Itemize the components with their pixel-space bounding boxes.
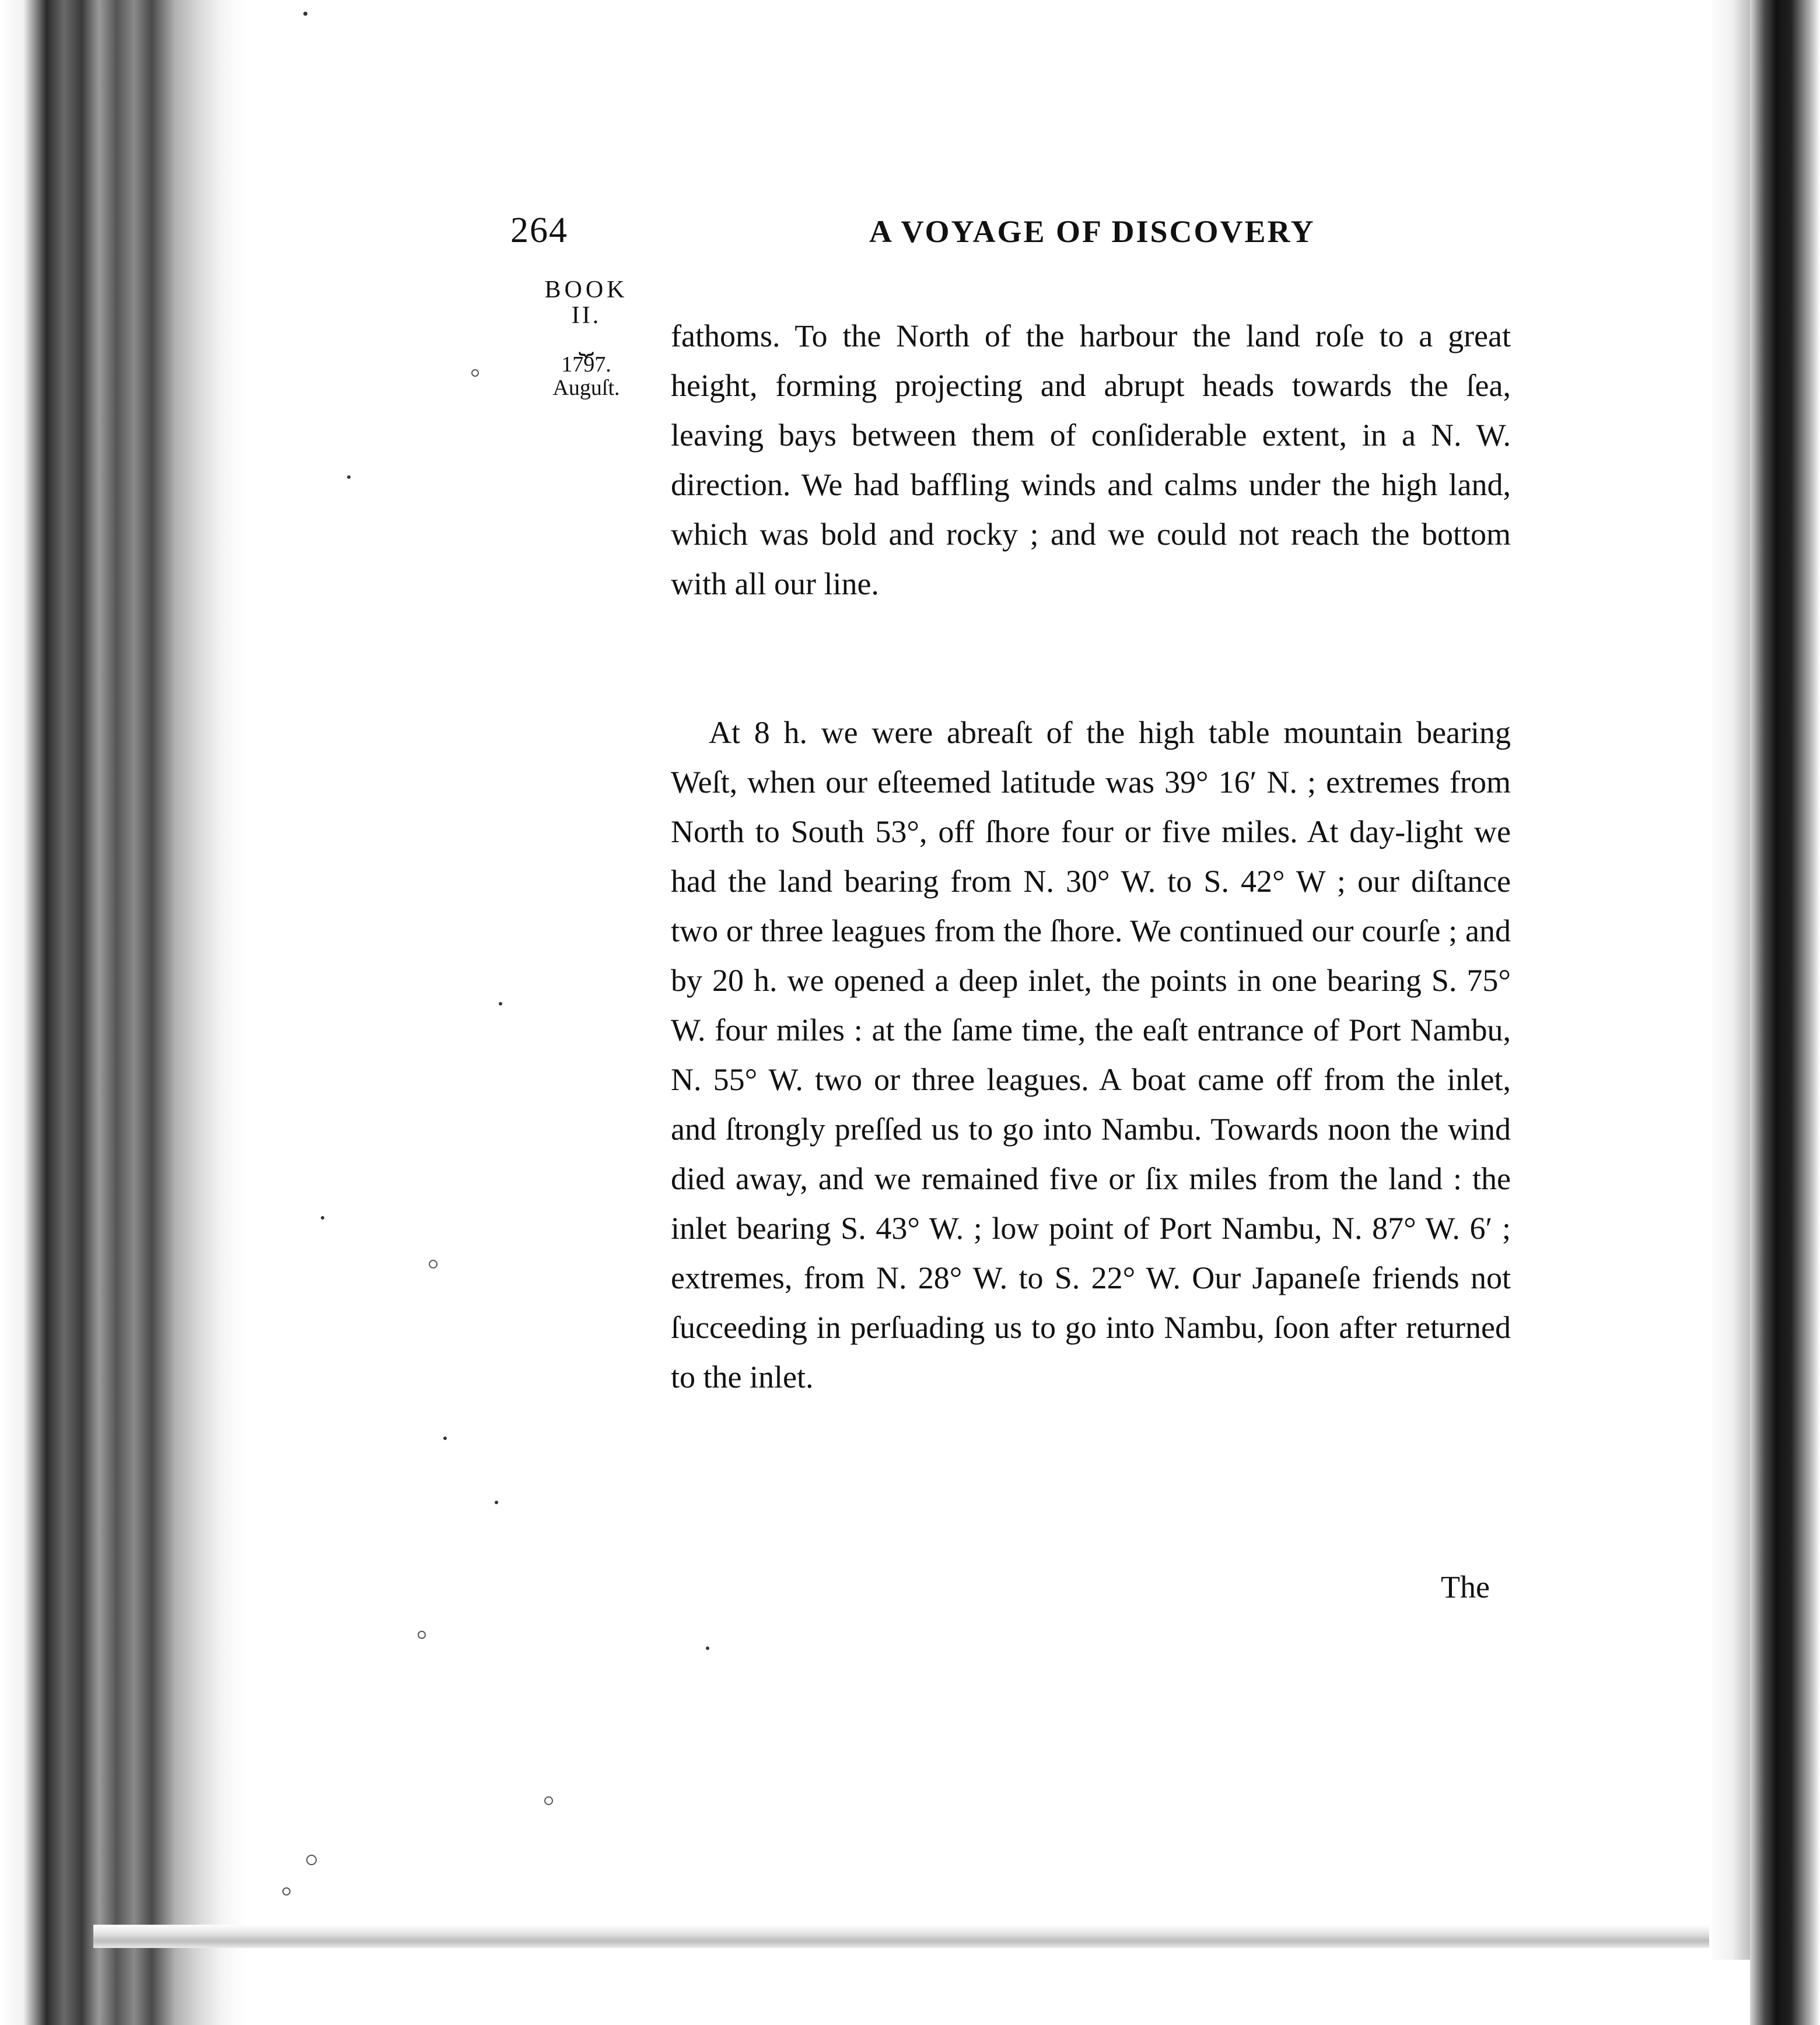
paper-speck: [544, 1796, 553, 1805]
paragraph-1: fathoms. To the North of the harbour the land roſe to a great height, forming projecting and abrupt heads towards the ſea, leaving bays between them of conſiderable extent, in a N. W. direction. We had baffling winds and calms under the high land, which was bold and rocky ; and we could not reach the bottom with all our line.: [671, 318, 1511, 601]
paper-speck: [306, 1855, 317, 1865]
paper-speck: [443, 1437, 447, 1440]
page-bottom-edge: [93, 1925, 1808, 1948]
catchword: The: [1441, 1569, 1490, 1604]
paper-speck: [347, 475, 351, 479]
margin-volume-label: II.: [571, 302, 601, 329]
page-number: 264: [510, 211, 568, 250]
paper-speck: [499, 1002, 502, 1006]
margin-note: [528, 277, 645, 400]
page-right-shadow: [1709, 0, 1750, 1960]
page-header: [510, 210, 1511, 257]
paper-speck: [418, 1631, 426, 1639]
margin-brace-ornament: ⏟: [578, 327, 594, 356]
paper-speck: [495, 1501, 498, 1504]
running-title: A VOYAGE OF DISCOVERY: [869, 214, 1315, 249]
paper-speck: [429, 1260, 438, 1269]
paper-speck: [706, 1646, 709, 1650]
paper-speck: [282, 1887, 290, 1896]
margin-year: 1797.: [561, 352, 611, 377]
paragraph-2: At 8 h. we were abreaſt of the high table mountain bearing Weſt, when our eſteemed latitude was 39° 16′ N. ; extremes from North to South 53°, off ſhore four or five miles. At day-light we had the land bearing from N. 30° W. to S. 42° W ; our diſtance two or three leagues from the ſhore. We continued our courſe ; and by 20 h. we opened a deep inlet, the points in one bearing S. 75° W. four miles : at the ſame time, the eaſt entrance of Port Nambu, N. 55° W. two or three leagues. A boat came off from the inlet, and ſtrongly preſſed us to go into Nambu. Towards noon the wind died away, and we remained five or ſix miles from the land : the inlet bearing S. 43° W. ; low point of Port Nambu, N. 87° W. 6′ ; extremes, from N. 28° W. to S. 22° W. Our Japaneſe friends not ſucceeding in perſuading us to go into Nambu, ſoon after returned to the inlet.: [671, 715, 1511, 1395]
book-right-edge: [1750, 0, 1820, 2025]
margin-book-label: BOOK: [544, 276, 628, 303]
paper-speck: [321, 1216, 324, 1220]
book-spine-edge: [0, 0, 245, 2025]
paper-speck: [303, 12, 307, 16]
margin-month: Auguſt.: [552, 376, 620, 400]
paper-speck: [471, 369, 479, 377]
